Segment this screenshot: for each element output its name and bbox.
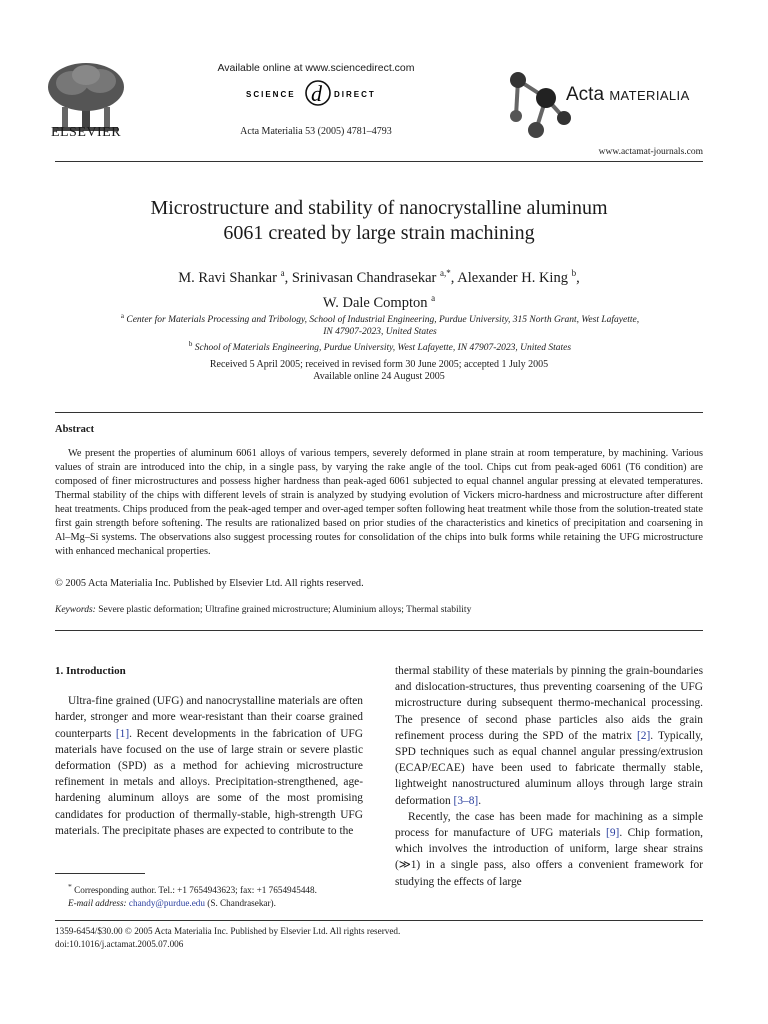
journal-logo-small: MATERIALIA	[609, 88, 690, 103]
paragraph: thermal stability of these materials by pinning the grain-boundaries and dislocation-structures, thus preventing coarsening of the UFG microstructure during subsequent thermo-mechanical processing. The presence of second phase particles also aids the grain refinement process during the SPD of the matrix [2]. Typically, SPD techniques such as equal channel angular pressing/extrusion (ECAP/ECAE) have been used to fabricate thermally stable, lightweight nanostructured aluminum alloys through large strain deformation [3–8].	[395, 665, 704, 807]
title-line-1: Microstructure and stability of nanocrystalline aluminum	[150, 197, 608, 219]
journal-logo-text	[566, 84, 690, 106]
section-heading: 1. Introduction	[55, 665, 126, 677]
paragraph: Recently, the case has been made for machining as a simple process for manufacture of UFG materials [9]. Chip formation, which involves the introduction of uniform, large shear strains (≫1) in a single pass, also offers a convenient framework for studying the effects of large	[395, 810, 703, 888]
article-dates	[55, 359, 703, 383]
doi-line: doi:10.1016/j.actamat.2005.07.006	[55, 939, 184, 949]
sciencedirect-logo	[238, 77, 398, 109]
author-name: Srinivasan Chandrasekar	[291, 269, 437, 286]
keywords-list: Severe plastic deformation; Ultrafine grained microstructure; Aluminium alloys; Thermal stability	[98, 605, 472, 615]
citation-link[interactable]: [1]	[115, 727, 130, 740]
author-name: W. Dale Compton	[322, 294, 428, 311]
abstract-copyright: © 2005 Acta Materialia Inc. Published by Elsevier Ltd. All rights reserved.	[55, 578, 364, 589]
page-footer	[55, 925, 555, 951]
paragraph: Ultra-fine grained (UFG) and nanocrystalline materials are often harder, stronger and more wear-resistant than their coarse grained counterparts [1]. Recent developments in the fabrication of UFG materials have focused on the use of large strain or severe plastic deformation (SPD) as a method for achieving microstructure refinement in metals and alloys. Precipitation-strengthened, age-hardening aluminum alloys are some of the most promising candidates for production of thermally-stable, high-strength UFG materials. The precipitate phases are expected to contribute to the	[55, 695, 363, 837]
right-column	[395, 663, 703, 890]
sd-right-text: DIRECT	[334, 90, 376, 99]
title-line-2: 6061 created by large strain machining	[223, 222, 535, 244]
publisher-name: ELSEVIER	[50, 125, 122, 140]
footnote-rule	[55, 873, 145, 874]
email-note: E-mail address: chandy@purdue.edu (S. Chandrasekar).	[68, 898, 276, 909]
email-label: E-mail address:	[68, 898, 127, 909]
citation-link[interactable]: [2]	[637, 729, 651, 742]
article-title	[55, 196, 703, 246]
corresponding-author-note: * Corresponding author. Tel.: +1 7654943623; fax: +1 7654945448.	[68, 882, 317, 896]
affiliation-b: $^b$ School of Materials Engineering, Purdue University, West Lafayette, IN 47907-2023, United States	[188, 340, 572, 354]
abstract-body: We present the properties of aluminum 6061 alloys of various tempers, severely deformed in plane strain at room temperature, by machining. Various values of strain are introduced into the chip, in a single pass, by varying the rake angle of the tool. Chips cut from peak-aged 6061 (T6 condition) are composed of finer microstructures and possess higher hardness than peak-aged 6061 subjected to equal channel angular pressing at elevated temperatures. Thermal stability of the chips with different levels of strain is analyzed by studying evolution of Vickers micro-hardness and microstructure after different heat treatments. Chips produced from the peak-aged temper and over-aged temper soften following heat treatment while those from the solution-treated state first gain strength before softening. The results are rationalized based on prior studies of the characteristics and kinetics of precipitation and coarsening in Al–Mg–Si systems. The observations also suggest processing routes for consolidation of the chips into bulk forms while retaining the UFG microstructure with enhanced mechanical properties.	[55, 448, 703, 557]
author-list: M. Ravi Shankar $^a$, Srinivasan Chandrasekar $^{a,*}$, Alexander H. King $^b$, W. Dale Compton $^a$	[178, 268, 580, 311]
journal-reference: Acta Materialia 53 (2005) 4781–4793	[240, 126, 392, 137]
footer-divider	[55, 920, 703, 921]
online-date: Available online 24 August 2005	[313, 371, 445, 382]
author-sup: b	[571, 268, 577, 278]
journal-logo-main: Acta	[566, 84, 605, 105]
keywords	[55, 605, 703, 615]
author-sup: a	[280, 268, 285, 278]
author-sup: a,*	[440, 268, 451, 278]
author-name: Alexander H. King	[457, 269, 568, 286]
acta-materialia-molecule-logo	[506, 68, 572, 144]
available-online-text: Available online at www.sciencedirect.com	[217, 62, 415, 74]
citation-link[interactable]: [9]	[606, 827, 620, 840]
sd-left-text: SCIENCE	[246, 90, 296, 99]
affiliations	[70, 310, 690, 354]
abstract-heading: Abstract	[55, 424, 95, 435]
left-column	[55, 663, 363, 839]
email-link[interactable]: chandy@purdue.edu	[128, 898, 205, 909]
citation-link[interactable]: [3–8]	[453, 794, 479, 807]
affiliation-a: $^a$ Center for Materials Processing and Tribology, School of Industrial Engineering, Purdue University, 315 North Grant, West Lafayette, IN 47907-2023, United States	[120, 312, 640, 338]
abstract-bottom-divider	[55, 630, 703, 631]
keywords-label: Keywords:	[55, 605, 96, 615]
footnote	[55, 880, 375, 910]
journal-url: www.actamat-journals.com	[598, 147, 703, 157]
issn-line: 1359-6454/$30.00 © 2005 Acta Materialia Inc. Published by Elsevier Ltd. All rights reserved.	[55, 926, 401, 936]
received-dates: Received 5 April 2005; received in revised form 30 June 2005; accepted 1 July 2005	[209, 359, 549, 370]
header-divider	[55, 161, 703, 162]
abstract-top-divider	[55, 412, 703, 413]
author-name: M. Ravi Shankar	[178, 269, 277, 286]
svg-text:d: d	[311, 81, 322, 106]
author-sup: a	[431, 292, 436, 303]
